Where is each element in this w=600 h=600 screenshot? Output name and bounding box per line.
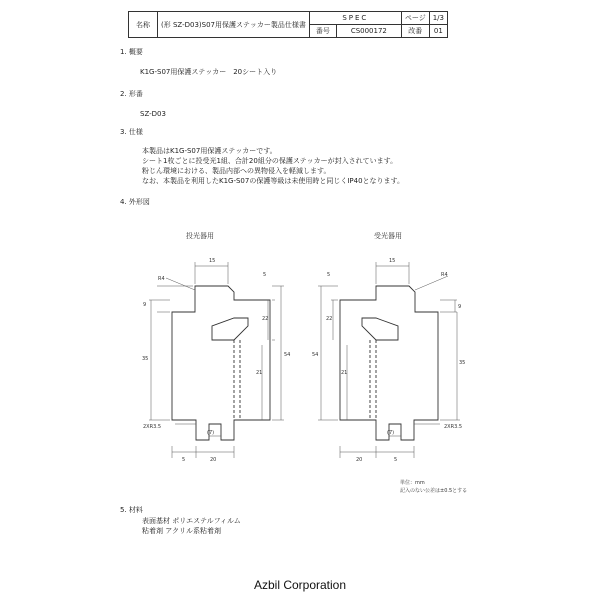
emitter-hole-note: 2XR3.5	[143, 424, 162, 430]
receiver-dim-hole: (7)	[387, 430, 395, 436]
emitter-dim-height-22: 22	[262, 316, 269, 322]
receiver-dim-height-35: 35	[459, 360, 466, 366]
section-heading-outline: 4. 外形図	[120, 198, 150, 206]
emitter-label: 投光器用	[186, 232, 214, 240]
revision-value: 01	[429, 25, 447, 38]
document-title: (形 SZ-D03)S07用保護ステッカー製品仕様書	[158, 12, 310, 38]
spec-line-1: 本製品はK1G-S07用保護ステッカーです。	[142, 147, 277, 155]
spec-line-2: シート1枚ごとに投受光1組、合計20組分の保護ステッカーが封入されています。	[142, 157, 398, 165]
emitter-dim-bottom-20: 20	[210, 457, 217, 463]
receiver-dim-height-22: 22	[326, 316, 333, 322]
emitter-dim-radius: R4	[158, 276, 165, 282]
receiver-dim-height-21: 21	[341, 370, 348, 376]
section-heading-spec: 3. 仕様	[120, 128, 143, 136]
emitter-dim-height-54: 54	[284, 352, 291, 358]
emitter-dim-top-step: 5	[263, 272, 267, 278]
receiver-dim-bottom-20: 20	[356, 457, 363, 463]
emitter-dim-height-21: 21	[256, 370, 263, 376]
receiver-label: 受光器用	[374, 232, 402, 240]
number-value: CS000172	[336, 25, 401, 38]
material-line-2: 粘着剤 アクリル系粘着剤	[142, 527, 222, 535]
emitter-sticker-shape	[172, 286, 270, 440]
material-line-1: 表面基材 ポリエステルフィルム	[142, 517, 241, 525]
receiver-dim-radius: R4	[441, 272, 448, 278]
number-label: 番号	[309, 25, 336, 38]
receiver-dim-left-notch: 9	[458, 304, 462, 310]
receiver-dim-bottom-5: 5	[394, 457, 398, 463]
section-heading-material: 5. 材料	[120, 506, 143, 514]
emitter-dim-hole: (7)	[207, 430, 215, 436]
spec-line-3: 粉じん環境における、製品内部への異物侵入を軽減します。	[142, 167, 331, 175]
page-label: ページ	[401, 12, 429, 25]
emitter-dim-top-width: 15	[209, 258, 216, 264]
tolerance-note: 記入のない公差は±0.5とする	[400, 488, 468, 494]
spec-label: SPEC	[309, 12, 401, 25]
name-label: 名称	[129, 12, 158, 38]
receiver-dim-top-width: 15	[389, 258, 396, 264]
company-name: Azbil Corporation	[253, 578, 347, 592]
overview-line: K1G-S07用保護ステッカー 20シート入り	[140, 68, 278, 76]
emitter-dim-height-35: 35	[142, 356, 149, 362]
emitter-dim-left-notch: 9	[143, 302, 147, 308]
emitter-dimension-lines	[149, 262, 284, 458]
section-heading-overview: 1. 概要	[120, 48, 143, 56]
emitter-dim-bottom-5: 5	[182, 457, 186, 463]
receiver-dim-height-54: 54	[312, 352, 319, 358]
receiver-hole-note: 2XR3.5	[444, 424, 463, 430]
receiver-sticker-shape	[340, 286, 438, 440]
model-line: SZ-D03	[140, 110, 166, 118]
page-value: 1/3	[429, 12, 447, 25]
receiver-dim-top-step: 5	[327, 272, 331, 278]
unit-note: 単位：mm	[400, 480, 425, 486]
revision-label: 改番	[401, 25, 429, 38]
spec-line-4: なお、本製品を利用したK1G-S07の保護等級は未使用時と同じくIP40となります。	[142, 177, 404, 185]
section-heading-model: 2. 形番	[120, 90, 143, 98]
